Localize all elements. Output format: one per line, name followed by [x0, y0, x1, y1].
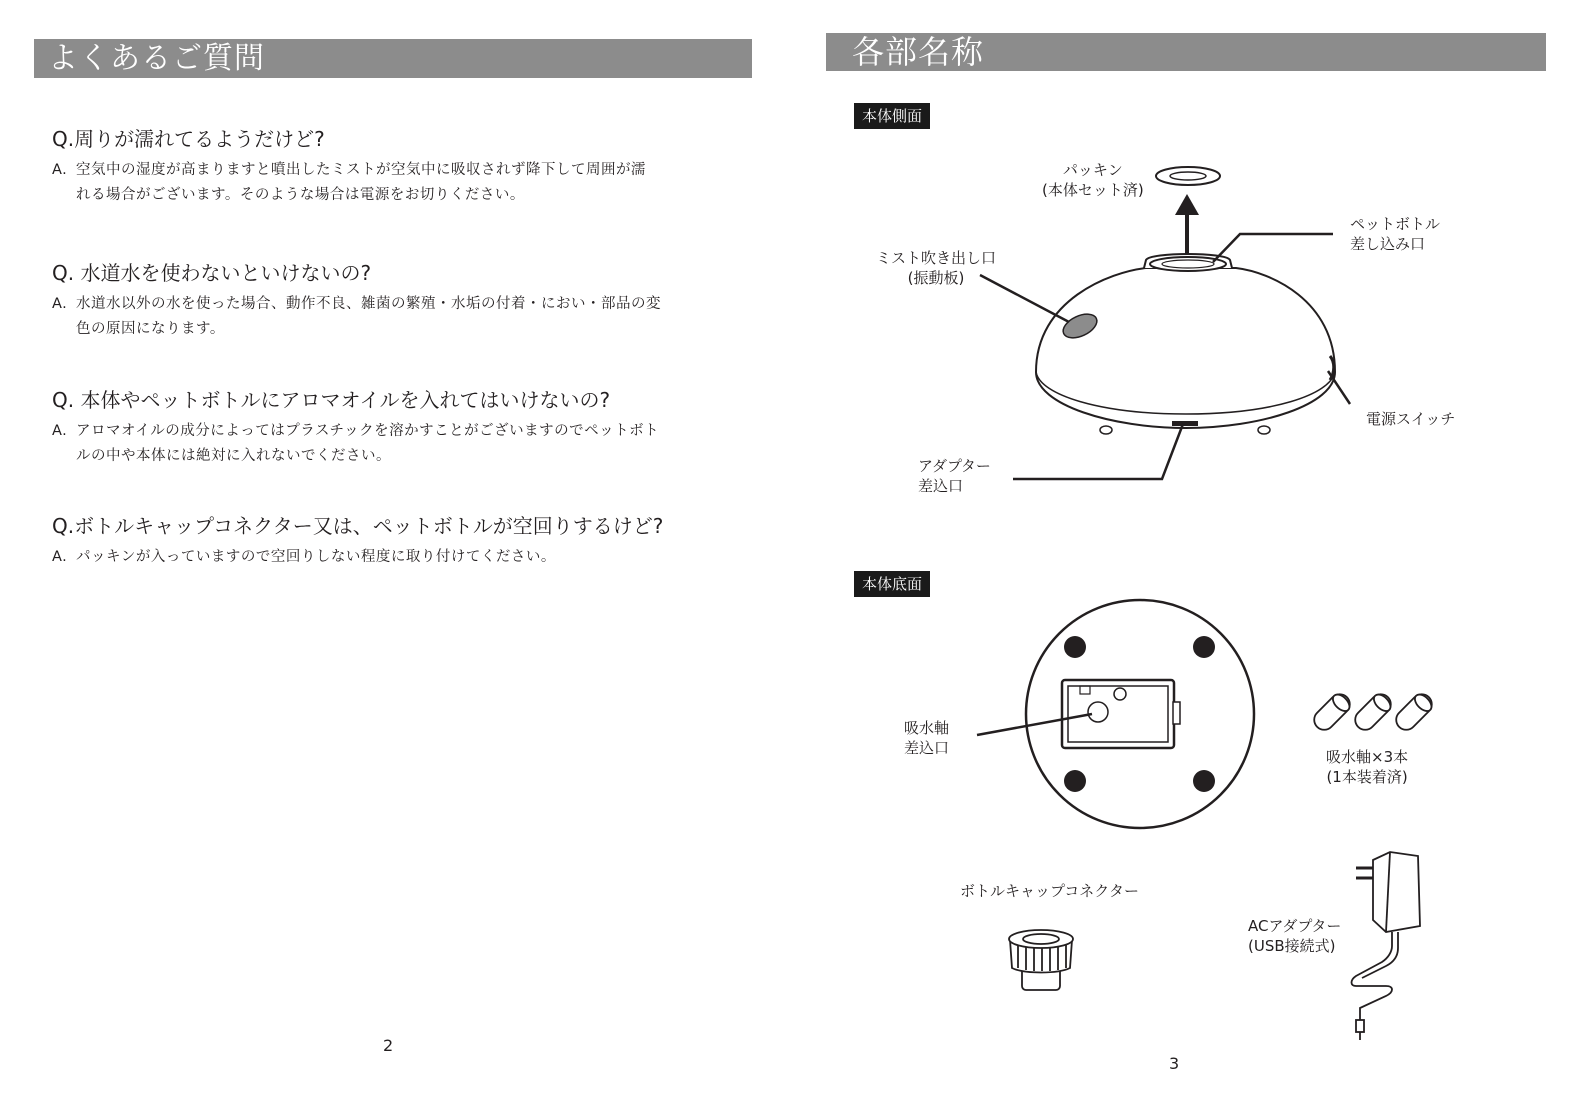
faq-question: Q. 水道水を使わないといけないの?: [52, 261, 372, 285]
faq-question: Q.ボトルキャップコネクター又は、ペットボトルが空回りするけど?: [52, 514, 664, 538]
wicks-illustration: [1310, 690, 1436, 734]
adapter-port-label: アダプター 差込口: [918, 457, 991, 495]
answer-line: 水道水以外の水を使った場合、動作不良、雑菌の繁殖・水垢の付着・におい・部品の変: [76, 296, 661, 312]
answer-line: れる場合がございます。そのような場合は電源をお切りください。: [76, 187, 525, 203]
faq-answer: [52, 292, 752, 342]
faq-item: [52, 387, 752, 469]
answer-line: ルの中や本体には絶対に入れないでください。: [76, 448, 391, 464]
answer-line: 色の原因になります。: [76, 321, 225, 337]
faq-answer: [52, 545, 752, 570]
faq-answer: [52, 158, 752, 208]
faq-section-title: よくあるご質問: [34, 39, 752, 78]
parts-section-title: 各部名称: [826, 33, 1546, 71]
faq-page: [0, 0, 790, 1120]
answer-mark: A.: [52, 296, 68, 312]
faq-question: Q. 本体やペットボトルにアロマオイルを入れてはいけないの?: [52, 388, 611, 412]
faq-item: [52, 513, 752, 570]
packing-label: パッキン (本体セット済): [1042, 161, 1144, 199]
bottom-view-tag: 本体底面: [854, 571, 930, 597]
wicks-label: 吸水軸×3本 (1本装着済): [1326, 748, 1409, 786]
packing-ring-illustration: [1156, 167, 1220, 185]
answer-mark: A.: [52, 423, 68, 439]
faq-item: [52, 126, 752, 208]
wick-port-label: 吸水軸 差込口: [904, 719, 950, 757]
humidifier-bottom-illustration: [1026, 600, 1254, 828]
faq-item: [52, 260, 752, 342]
parts-page: [790, 0, 1587, 1120]
answer-line: パッキンが入っていますので空回りしない程度に取り付けてください。: [76, 549, 556, 565]
ac-adapter-label: ACアダプター (USB接続式): [1248, 917, 1342, 955]
answer-mark: A.: [52, 549, 68, 565]
parts-diagram: [790, 0, 1587, 1120]
faq-answer: [52, 419, 752, 469]
page-number: 2: [383, 1036, 394, 1055]
bottle-inlet-label: ペットボトル 差し込み口: [1350, 215, 1441, 253]
cap-connector-label: ボトルキャップコネクター: [960, 882, 1139, 900]
humidifier-body-illustration: [1036, 254, 1335, 434]
cap-connector-illustration: [1009, 930, 1073, 990]
page-number: 3: [1169, 1054, 1180, 1073]
ac-adapter-illustration: [1352, 852, 1421, 1040]
answer-mark: A.: [52, 162, 68, 178]
answer-line: アロマオイルの成分によってはプラスチックを溶かすことがございますのでペットボト: [76, 423, 660, 439]
side-view-tag: 本体側面: [854, 103, 930, 129]
mist-outlet-label: ミスト吹き出し口 (振動板): [876, 249, 997, 287]
answer-line: 空気中の湿度が高まりますと噴出したミストが空気中に吸収されず降下して周囲が濡: [76, 162, 646, 178]
power-switch-label: 電源スイッチ: [1366, 410, 1456, 428]
faq-question: Q.周りが濡れてるようだけど?: [52, 127, 325, 151]
